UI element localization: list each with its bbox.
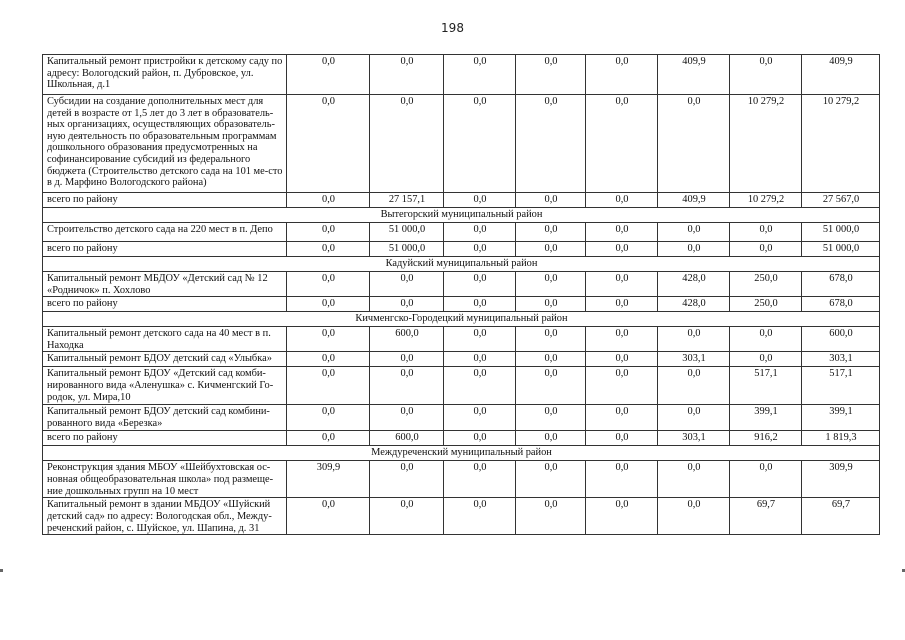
value-cell: 0,0 <box>287 223 370 242</box>
district-header-row <box>43 446 880 461</box>
district-header-row <box>43 208 880 223</box>
item-description: Капитальный ремонт МБДОУ «Детский сад № 12 «Родничок» п. Хохлово <box>43 272 287 297</box>
value-cell: 0,0 <box>444 272 516 297</box>
value-cell: 0,0 <box>730 223 802 242</box>
value-cell: 0,0 <box>444 95 516 193</box>
total-label: всего по району <box>43 431 287 446</box>
value-cell: 0,0 <box>586 272 658 297</box>
value-cell: 0,0 <box>658 405 730 431</box>
funding-table <box>42 54 880 535</box>
value-cell: 517,1 <box>802 367 880 405</box>
value-cell: 0,0 <box>287 352 370 367</box>
value-cell: 0,0 <box>444 193 516 208</box>
total-row <box>43 297 880 312</box>
value-cell: 250,0 <box>730 272 802 297</box>
value-cell: 0,0 <box>586 431 658 446</box>
value-cell: 0,0 <box>370 367 444 405</box>
value-cell: 0,0 <box>370 95 444 193</box>
item-description: Реконструкция здания МБОУ «Шейбухтовская ос-новная общеобразовательная школа» под размеще-ние дошкольных групп на 10 мест <box>43 461 287 498</box>
item-description: Капитальный ремонт БДОУ детский сад «Улыбка» <box>43 352 287 367</box>
item-description: Капитальный ремонт БДОУ «Детский сад комби-нированного вида «Аленушка» с. Кичменгский Го-родок, ул. Мира,10 <box>43 367 287 405</box>
value-cell: 27 157,1 <box>370 193 444 208</box>
value-cell: 600,0 <box>370 431 444 446</box>
value-cell: 0,0 <box>586 461 658 498</box>
table-row <box>43 327 880 352</box>
district-name: Кадуйский муниципальный район <box>43 257 880 272</box>
item-description: Капитальный ремонт в здании МБДОУ «Шуйский детский сад» по адресу: Вологодская обл., Между-реченский район, с. Шуйское, ул. Шапина, д. 31 <box>43 498 287 535</box>
value-cell: 409,9 <box>658 55 730 95</box>
value-cell: 10 279,2 <box>730 95 802 193</box>
value-cell: 51 000,0 <box>370 242 444 257</box>
value-cell: 0,0 <box>658 367 730 405</box>
value-cell: 0,0 <box>444 297 516 312</box>
value-cell: 0,0 <box>516 461 586 498</box>
value-cell: 0,0 <box>586 242 658 257</box>
value-cell: 51 000,0 <box>802 223 880 242</box>
value-cell: 10 279,2 <box>802 95 880 193</box>
value-cell: 0,0 <box>287 242 370 257</box>
value-cell: 0,0 <box>516 405 586 431</box>
value-cell: 0,0 <box>586 327 658 352</box>
value-cell: 0,0 <box>658 95 730 193</box>
value-cell: 678,0 <box>802 297 880 312</box>
value-cell: 0,0 <box>444 367 516 405</box>
value-cell: 0,0 <box>658 327 730 352</box>
value-cell: 0,0 <box>586 55 658 95</box>
value-cell: 303,1 <box>802 352 880 367</box>
scan-mark-left <box>0 569 3 572</box>
value-cell: 309,9 <box>802 461 880 498</box>
value-cell: 678,0 <box>802 272 880 297</box>
value-cell: 0,0 <box>586 223 658 242</box>
value-cell: 0,0 <box>516 431 586 446</box>
value-cell: 0,0 <box>370 55 444 95</box>
value-cell: 0,0 <box>444 327 516 352</box>
value-cell: 0,0 <box>287 498 370 535</box>
value-cell: 309,9 <box>287 461 370 498</box>
value-cell: 0,0 <box>658 498 730 535</box>
value-cell: 0,0 <box>444 242 516 257</box>
value-cell: 0,0 <box>730 55 802 95</box>
value-cell: 0,0 <box>287 55 370 95</box>
total-row <box>43 242 880 257</box>
value-cell: 0,0 <box>586 367 658 405</box>
total-label: всего по району <box>43 193 287 208</box>
value-cell: 0,0 <box>516 95 586 193</box>
value-cell: 0,0 <box>730 461 802 498</box>
value-cell: 0,0 <box>370 297 444 312</box>
value-cell: 303,1 <box>658 352 730 367</box>
total-row <box>43 431 880 446</box>
value-cell: 0,0 <box>516 223 586 242</box>
value-cell: 0,0 <box>516 242 586 257</box>
value-cell: 0,0 <box>516 297 586 312</box>
value-cell: 0,0 <box>516 367 586 405</box>
value-cell: 69,7 <box>802 498 880 535</box>
value-cell: 0,0 <box>370 272 444 297</box>
table-row <box>43 405 880 431</box>
value-cell: 428,0 <box>658 297 730 312</box>
value-cell: 0,0 <box>370 405 444 431</box>
value-cell: 409,9 <box>658 193 730 208</box>
value-cell: 10 279,2 <box>730 193 802 208</box>
value-cell: 0,0 <box>370 461 444 498</box>
value-cell: 0,0 <box>444 223 516 242</box>
value-cell: 0,0 <box>287 405 370 431</box>
item-description: Капитальный ремонт БДОУ детский сад комбини-рованного вида «Березка» <box>43 405 287 431</box>
value-cell: 0,0 <box>586 297 658 312</box>
value-cell: 916,2 <box>730 431 802 446</box>
item-description: Строительство детского сада на 220 мест в п. Депо <box>43 223 287 242</box>
table-row <box>43 272 880 297</box>
value-cell: 0,0 <box>658 242 730 257</box>
value-cell: 51 000,0 <box>370 223 444 242</box>
value-cell: 517,1 <box>730 367 802 405</box>
item-description: Субсидии на создание дополнительных мест для детей в возрасте от 1,5 лет до 3 лет в образователь-ных организациях, осуществляющих образователь-ную деятельность по образовательным программам дошкольного образования предусмотренных на софинансирование субсидий из федерального бюджета (Строительство детского сада на 101 ме-сто в д. Марфино Вологодского района) <box>43 95 287 193</box>
value-cell: 0,0 <box>444 352 516 367</box>
value-cell: 250,0 <box>730 297 802 312</box>
value-cell: 0,0 <box>444 461 516 498</box>
value-cell: 0,0 <box>444 498 516 535</box>
value-cell: 0,0 <box>370 352 444 367</box>
district-name: Кичменгско-Городецкий муниципальный район <box>43 312 880 327</box>
value-cell: 0,0 <box>516 272 586 297</box>
value-cell: 0,0 <box>516 352 586 367</box>
total-label: всего по району <box>43 297 287 312</box>
value-cell: 0,0 <box>586 498 658 535</box>
value-cell: 0,0 <box>586 352 658 367</box>
value-cell: 409,9 <box>802 55 880 95</box>
table-row <box>43 461 880 498</box>
value-cell: 0,0 <box>287 367 370 405</box>
value-cell: 0,0 <box>287 431 370 446</box>
table-row <box>43 55 880 95</box>
value-cell: 600,0 <box>802 327 880 352</box>
table-row <box>43 223 880 242</box>
table-row <box>43 367 880 405</box>
value-cell: 0,0 <box>287 272 370 297</box>
value-cell: 0,0 <box>370 498 444 535</box>
value-cell: 0,0 <box>516 498 586 535</box>
item-description: Капитальный ремонт детского сада на 40 мест в п. Находка <box>43 327 287 352</box>
value-cell: 0,0 <box>287 297 370 312</box>
value-cell: 0,0 <box>516 327 586 352</box>
district-header-row <box>43 312 880 327</box>
total-label: всего по району <box>43 242 287 257</box>
value-cell: 0,0 <box>516 193 586 208</box>
value-cell: 303,1 <box>658 431 730 446</box>
value-cell: 69,7 <box>730 498 802 535</box>
value-cell: 0,0 <box>444 405 516 431</box>
district-name: Междуреченский муниципальный район <box>43 446 880 461</box>
value-cell: 0,0 <box>516 55 586 95</box>
value-cell: 0,0 <box>658 223 730 242</box>
value-cell: 1 819,3 <box>802 431 880 446</box>
page-number: 198 <box>441 21 464 35</box>
value-cell: 0,0 <box>730 327 802 352</box>
value-cell: 600,0 <box>370 327 444 352</box>
value-cell: 51 000,0 <box>802 242 880 257</box>
value-cell: 0,0 <box>586 405 658 431</box>
value-cell: 399,1 <box>802 405 880 431</box>
value-cell: 0,0 <box>287 95 370 193</box>
table-row <box>43 498 880 535</box>
value-cell: 428,0 <box>658 272 730 297</box>
value-cell: 0,0 <box>586 193 658 208</box>
value-cell: 0,0 <box>287 327 370 352</box>
value-cell: 0,0 <box>730 242 802 257</box>
total-row <box>43 193 880 208</box>
value-cell: 0,0 <box>287 193 370 208</box>
value-cell: 0,0 <box>586 95 658 193</box>
value-cell: 399,1 <box>730 405 802 431</box>
district-name: Вытегорский муниципальный район <box>43 208 880 223</box>
district-header-row <box>43 257 880 272</box>
value-cell: 27 567,0 <box>802 193 880 208</box>
value-cell: 0,0 <box>658 461 730 498</box>
table-row <box>43 352 880 367</box>
item-description: Капитальный ремонт пристройки к детскому саду по адресу: Вологодский район, п. Дубровское, ул. Школьная, д.1 <box>43 55 287 95</box>
value-cell: 0,0 <box>444 55 516 95</box>
table-row <box>43 95 880 193</box>
value-cell: 0,0 <box>444 431 516 446</box>
value-cell: 0,0 <box>730 352 802 367</box>
